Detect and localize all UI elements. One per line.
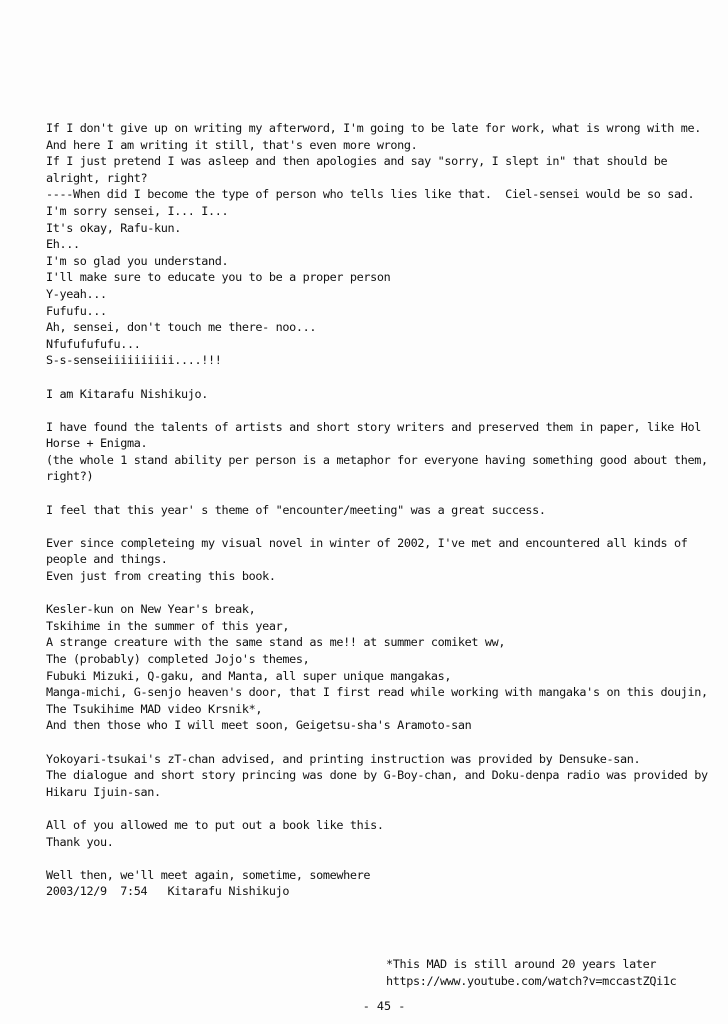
text-line: It's okay, Rafu-kun. (46, 220, 182, 235)
list-item: Fubuki Mizuki, Q-gaku, and Manta, all super unique mangakas, (46, 668, 452, 683)
text-line: ----When did I become the type of person who tells lies like that. Ciel-sensei would be so sad. (46, 187, 695, 202)
text-line: If I just pretend I was asleep and then apologies and say "sorry, I slept in" that should be alright, right? (46, 154, 674, 185)
paragraph-talents (46, 419, 714, 485)
afterword-body (46, 120, 714, 917)
paragraph-people-list (46, 601, 714, 734)
paragraph-theme (46, 502, 714, 519)
text-line: If I don't give up on writing my afterword, I'm going to be late for work, what is wrong with me. (46, 121, 701, 135)
text-line: I'm sorry sensei, I... I... (46, 203, 229, 218)
footnote (386, 956, 716, 989)
signature-date-line: 2003/12/9 7:54 Kitarafu Nishikujo (46, 884, 290, 899)
page-number: - 45 - (362, 999, 406, 1013)
text-line: Y-yeah... (46, 286, 107, 301)
list-item: And then those who I will meet soon, Geigetsu-sha's Aramoto-san (46, 718, 472, 733)
text-line: S-s-senseiiiiiiiiii....!!! (46, 353, 222, 368)
list-item: Manga-michi, G-senjo heaven's door, that I first read while working with mangaka's on this doujin, (46, 685, 708, 700)
list-item: Kesler-kun on New Year's break, (46, 602, 256, 617)
list-item: The (probably) completed Jojo's themes, (46, 652, 310, 666)
text-line: Yokoyari-tsukai's zT-chan advised, and printing instruction was provided by Densuke-san. (46, 751, 641, 766)
paragraph-encounters (46, 535, 714, 585)
text-line: Eh... (46, 237, 80, 252)
text-line: I have found the talents of artists and short story writers and preserved them in paper, like Hol Horse + Enigma. (46, 419, 708, 451)
footnote-link[interactable]: https://www.youtube.com/watch?v=mccastZQi1c (386, 973, 677, 988)
paragraph-thanks (46, 817, 714, 850)
text-line: Fufufu... (46, 303, 107, 318)
text-line: And here I am writing it still, that's even more wrong. (46, 137, 418, 152)
text-line: Well then, we'll meet again, sometime, somewhere (46, 867, 371, 882)
text-line: Thank you. (46, 834, 114, 849)
text-line: I'll make sure to educate you to be a proper person (46, 270, 391, 285)
text-line: The dialogue and short story princing was done by G-Boy-chan, and Doku-denpa radio was provided by Hikaru Ijuin-san. (46, 768, 715, 799)
list-item: A strange creature with the same stand as me!! at summer comiket ww, (46, 635, 506, 650)
paragraph-credits (46, 751, 714, 801)
paragraph-opening-dialogue (46, 120, 714, 369)
footnote-text: *This MAD is still around 20 years later (386, 957, 657, 971)
text-line: All of you allowed me to put out a book like this. (46, 817, 384, 832)
text-line: Even just from creating this book. (46, 569, 276, 584)
paragraph-signoff (46, 867, 714, 900)
text-line: (the whole 1 stand ability per person is a metaphor for everyone having something good about them, right?) (46, 452, 715, 484)
text-line: Ever since completeing my visual novel in winter of 2002, I've met and encountered all kinds of people and things. (46, 535, 695, 567)
text-line: I am Kitarafu Nishikujo. (46, 386, 209, 401)
paragraph-introduction (46, 386, 714, 403)
text-line: I feel that this year' s theme of "encounter/meeting" was a great success. (46, 502, 546, 517)
text-line: I'm so glad you understand. (46, 253, 229, 268)
text-line: Ah, sensei, don't touch me there- noo... (46, 320, 317, 335)
list-item: The Tsukihime MAD video Krsnik*, (46, 701, 263, 716)
text-line: Nfufufufufu... (46, 336, 141, 351)
list-item: Tskihime in the summer of this year, (46, 618, 290, 633)
